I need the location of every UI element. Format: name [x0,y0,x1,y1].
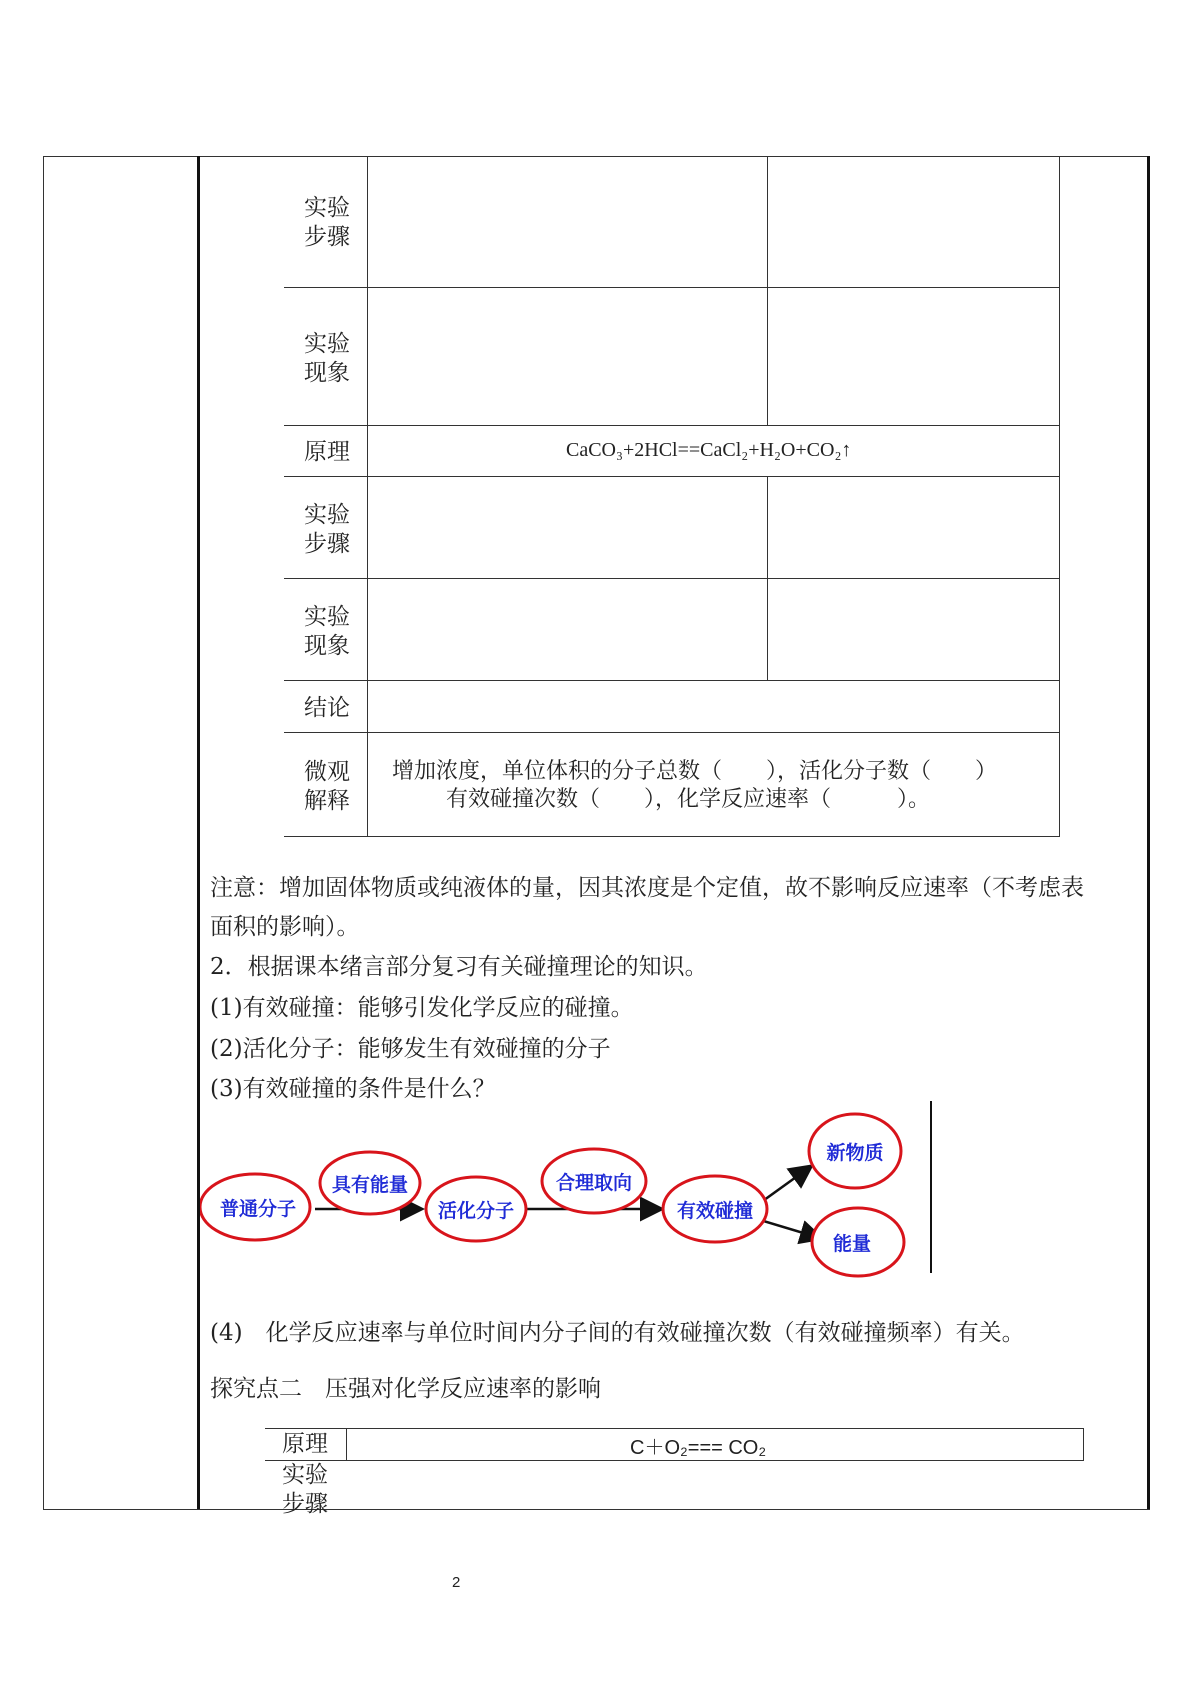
node-ordinary-molecule [200,1174,310,1240]
item-2-3: (3)有效碰撞的条件是什么？ [210,1076,496,1102]
row-label-steps-1: 实验 步骤 [304,195,350,250]
svg-text:有效碰撞: 有效碰撞 [676,1200,754,1222]
node-proper-orientation [542,1149,646,1213]
row-label-phenomena-2: 实验 现象 [304,604,350,659]
page-number: 2 [452,1574,461,1591]
node-activated-molecule [426,1177,526,1241]
svg-text:具有能量: 具有能量 [331,1174,409,1196]
node-new-substance [809,1114,901,1188]
node-energy [812,1208,904,1276]
svg-text:能量: 能量 [832,1233,872,1255]
svg-text:普通分子: 普通分子 [219,1198,297,1220]
outer-top-border [43,156,1150,157]
node-effective-collision [663,1176,767,1242]
section-pressure-heading: 探究点二 压强对化学反应速率的影响 [210,1376,601,1402]
column-divider [197,156,200,1509]
note-line1: 注意：增加固体物质或纯液体的量，因其浓度是个定值，故不影响反应速率（不考虑表 [210,875,1084,901]
svg-text:活化分子: 活化分子 [437,1200,515,1222]
micro-explanation-line1: 增加浓度，单位体积的分子总数（ ），活化分子数（ ） [392,759,998,784]
item-2: 2．根据课本绪言部分复习有关碰撞理论的知识。 [210,954,708,980]
row-label-conclusion: 结论 [304,695,350,721]
item-2-2: (2)活化分子：能够发生有效碰撞的分子 [210,1036,611,1062]
row-label-steps-2: 实验 步骤 [304,502,350,557]
pressure-principle-label: 原理 [282,1431,328,1457]
outer-left-border [43,156,44,1509]
outer-right-border [1147,156,1150,1509]
svg-text:合理取向: 合理取向 [555,1172,633,1194]
row-label-micro-explanation: 微观 解释 [304,759,350,814]
item-2-1: (1)有效碰撞：能够引发化学反应的碰撞。 [210,995,634,1021]
row-label-phenomena-1: 实验 现象 [304,331,350,386]
note-line2: 面积的影响）。 [210,914,360,940]
outer-bottom-border [43,1509,1150,1510]
node-has-energy [320,1152,420,1214]
collision-theory-diagram [200,1095,940,1285]
principle-formula: CaCO₃+2HCl==CaCl₂+H₂O+CO₂↑ [566,439,852,461]
svg-text:新物质: 新物质 [826,1142,884,1164]
row-label-principle: 原理 [304,439,350,465]
item-2-4: (4) 化学反应速率与单位时间内分子间的有效碰撞次数（有效碰撞频率）有关。 [210,1320,1025,1346]
micro-explanation-line2: 有效碰撞次数（ ），化学反应速率（ ）。 [446,787,931,812]
pressure-principle-formula: C＋O₂=== CO₂ [630,1437,767,1459]
pressure-steps-label: 实验 步骤 [282,1462,328,1517]
diagram-side-bar [930,1101,932,1273]
